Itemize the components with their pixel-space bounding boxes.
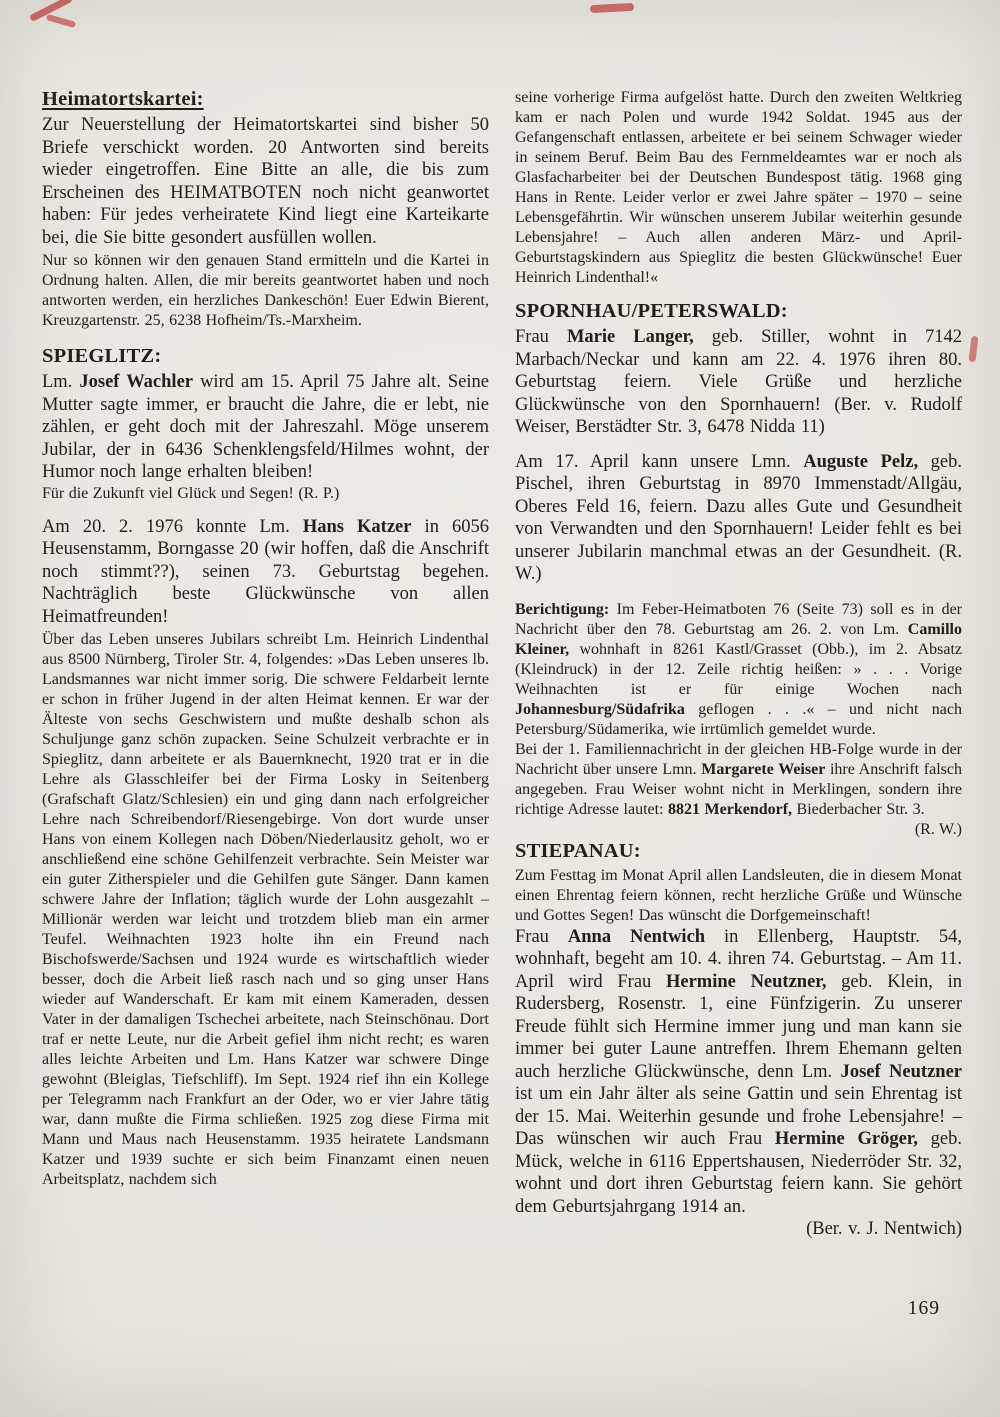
page-number: 169 — [907, 1298, 940, 1319]
paragraph-heimatortskartei: Zur Neuerstellung der Heimatortskartei sind bisher 50 Briefe verschickt worden. 20 Antworten sind bereits wieder eingetroffen. Eine Bitte an alle, die bis zum Erscheinen des HEIMATBOTEN noch nicht geanwortet haben: Für jedes verheiratete Kind liegt eine Karteikarte bei, die Sie bitte gesondert ausfüllen wollen. — [42, 115, 489, 248]
section-heading-heimatortskartei: Heimatortskartei: — [42, 88, 204, 110]
signature-nentwich: (Ber. v. J. Nentwich) — [806, 1219, 962, 1239]
paragraph-katzer-biography: Über das Leben unseres Jubilars schreibt Lm. Heinrich Lindenthal aus 8500 Nürnberg, Tiroler Str. 4, folgendes: »Das Leben unseres lb. Landsmannes war nicht immer sorig. Die schwere Feldarbeit lernte er schon in früher Jugend in der alten Heimat kennen. Er war der Älteste von sechs Geschwistern und mußte deshalb schon als Schuljunge ganz schön zupacken. Seine Schulzeit verbrachte er in Spieglitz, dann arbeitete er als Bauernknecht, 1920 trat er in die Lehre als Glasschleifer bei der Firma Losky in Seitenberg (Grafschaft Glatz/Schlesien) ein und ging dann nach erfolgreicher Lehre nach Schreibendorf/Riesengebirge. Von dort wurde unser Hans von einem Kollegen nach Döben/Niederlausitz geholt, wo er anschließend eine schöne Gehilfenzeit verbrachte. Sein Meister war ein guter Zitherspieler und die Gehilfen gute Sänger. Dann kamen schwere Jahre der Inflation; täglich wurde der Lohn ausgezahlt – Millionär werden war leicht und trotzdem blieb man ein armer Teufel. Weihnachten 1923 holte ihn ein Freund nach Bischofswerde/Sachsen und 1924 wurde es wirtschaftlich wieder besser, doch die Arbeit ließ rasch nach und so ging unser Hans wieder auf Wanderschaft. Er kam mit einem Kameraden, dessen Vater in der damaligen Tschechei arbeitete, nach Steinschönau. Dort traf er nette Leute, nur die Arbeit gefiel ihm nicht recht; es waren alles leichte Arbeiten und Lm. Hans Katzer war schwere Dinge gewohnt (Bleiglas, Tiefschliff). Im Sept. 1924 rief ihn ein Kollege per Telegramm nach Frankfurt an der Oder, wo er vier Jahre tätig war, dann mußte die Firma schließen. 1925 zog diese Firma mit Mann und Maus nach Heusenstamm. 1935 heiratete Landsmann Katzer und 1939 suchte er sich beim Finanzamt einen neuen Arbeitsplatz, nachdem sich — [42, 631, 489, 1188]
paragraph-berichtigung: Berichtigung: Im Feber-Heimatboten 76 (Seite 73) soll es in der Nachricht über den 78. Geburtstag am 26. 2. von Lm. Camillo Kleiner, wohnhaft in 8261 Kastl/Grasset (Obb.), im 2. Absatz (Kleindruck) in der 12. Zeile richtig heißen: » . . . Vorige Weihnachten ist er für einige Wochen nach Johannesburg/Südafrika geflogen . . .« – und nicht nach Petersburg/Südamerika, wie irrtümlich gemeldet wurde. — [515, 600, 962, 738]
paragraph-nentwich-neutzner-groeger: Frau Anna Nentwich in Ellenberg, Hauptstr. 54, wohnhaft, begeht am 10. 4. ihren 74. Geburtstag. – Am 11. April wird Frau Hermine Neutzner, geb. Klein, in Rudersberg, Rosenstr. 1, eine Fünfzigerin. Zu unserer Freude fühlt sich Hermine immer jung und man kann sie immer bei guter Laune antreffen. Ihrem Ehemann gelten auch herzliche Glückwünsche, denn Lm. Josef Neutzner ist um ein Jahr älter als seine Gattin und sein Ehrentag ist der 15. Mai. Weiterhin gesunde und frohe Lebensjahre! – Das wünschen wir auch Frau Hermine Gröger, geb. Mück, welche in 6116 Eppertshausen, Niederröder Str. 32, wohnt und dort ihren Geburtstag feiern kann. Sie gehört dem Geburtsjahrgang 1914 an. — [515, 926, 963, 1217]
paragraph-josef-wachler: Lm. Josef Wachler wird am 15. April 75 Jahre alt. Seine Mutter sagte immer, er braucht die Jahre, die er lebt, nie zählen, er geht doch mit der Jahreszahl. Möge unserem Jubilar, der in 6436 Schenklengsfeld/Hilmes wohnt, der Humor noch lange erhalten bleiben! — [42, 372, 489, 482]
section-heading-spornhau-peterswald: SPORNHAU/PETERSWALD: — [515, 300, 788, 322]
signature-rw: (R. W.) — [914, 820, 962, 838]
line-wachler-blessing: Für die Zukunft viel Glück und Segen! (R. P.) — [42, 484, 340, 502]
section-heading-spieglitz: SPIEGLITZ: — [42, 345, 162, 367]
paragraph-katzer-biography-continued: seine vorherige Firma aufgelöst hatte. Durch den zweiten Weltkrieg kam er nach Polen und wurde 1942 Soldat. 1945 aus der Gefangenschaft entlassen, arbeitete er bei seinem Schwager wieder in seinem Beruf. Beim Bau des Fernmeldeamtes war er noch als Glasfacharbeiter bei der Deutschen Bundespost tätig. 1968 ging Hans in Rente. Leider verlor er zwei Jahre später – 1970 – seine Lebensgefährtin. Wir wünschen unserem Jubilar weiterhin gesunde Lebensjahre! – Auch allen anderen März- und April-Geburtstagskindern aus Spieglitz die besten Glückwünsche! Euer Heinrich Lindenthal!« — [515, 89, 962, 286]
paragraph-hans-katzer: Am 20. 2. 1976 konnte Lm. Hans Katzer in 6056 Heusenstamm, Borngasse 20 (wir hoffen, daß die Anschrift noch stimmt??), seinen 73. Geburtstag begehen. Nachträglich beste Glückwünsche von allen Heimatfreunden! — [42, 516, 490, 627]
paragraph-marie-langer: Frau Marie Langer, geb. Stiller, wohnt in 7142 Marbach/Neckar und kann am 22. 4. 1976 ihren 80. Geburtstag feiern. Viele Grüße und herzliche Glückwünsche von den Spornhauern! (Ber. v. Rudolf Weiser, Berstädter Str. 3, 6478 Nidda 11) — [515, 327, 962, 437]
paragraph-stiepanau-greeting: Zum Festtag im Monat April allen Landsleuten, die in diesem Monat einen Ehrentag feiern können, recht herzliche Grüße und Wünsche und Gottes Segen! Das wünscht die Dorfgemeinschaft! — [515, 866, 962, 924]
paragraph-margarete-weiser: Bei der 1. Familiennachricht in der gleichen HB-Folge wurde in der Nachricht über unsere Lmn. Margarete Weiser ihre Anschrift falsch angegeben. Frau Weiser wohnt nicht in Merklingen, sondern ihre richtige Adresse lautet: 8821 Merkendorf, Biederbacher Str. 3. — [515, 740, 962, 818]
left-column — [42, 88, 489, 1241]
section-heading-stiepanau: STIEPANAU: — [515, 839, 641, 862]
paragraph-auguste-pelz: Am 17. April kann unsere Lmn. Auguste Pelz, geb. Pischel, ihren Geburtstag in 8970 Immenstadt/Allgäu, Oberes Feld 16, feiern. Dazu alles Gute und Gesundheit von Verwandten und den Spornhauern! Leider fehlt es bei unserer Jubilarin manchmal etwas an der Gesundheit. (R. W.) — [515, 451, 963, 584]
right-column — [515, 88, 962, 1241]
paragraph-heimatortskartei-small: Nur so können wir den genauen Stand ermitteln und die Kartei in Ordnung halten. Allen, die mir bereits geantwortet haben und noch antworten werden, ein herzliches Dankeschön! Euer Edwin Bierent, Kreuzgartenstr. 25, 6238 Hofheim/Ts.-Marxheim. — [42, 252, 489, 329]
